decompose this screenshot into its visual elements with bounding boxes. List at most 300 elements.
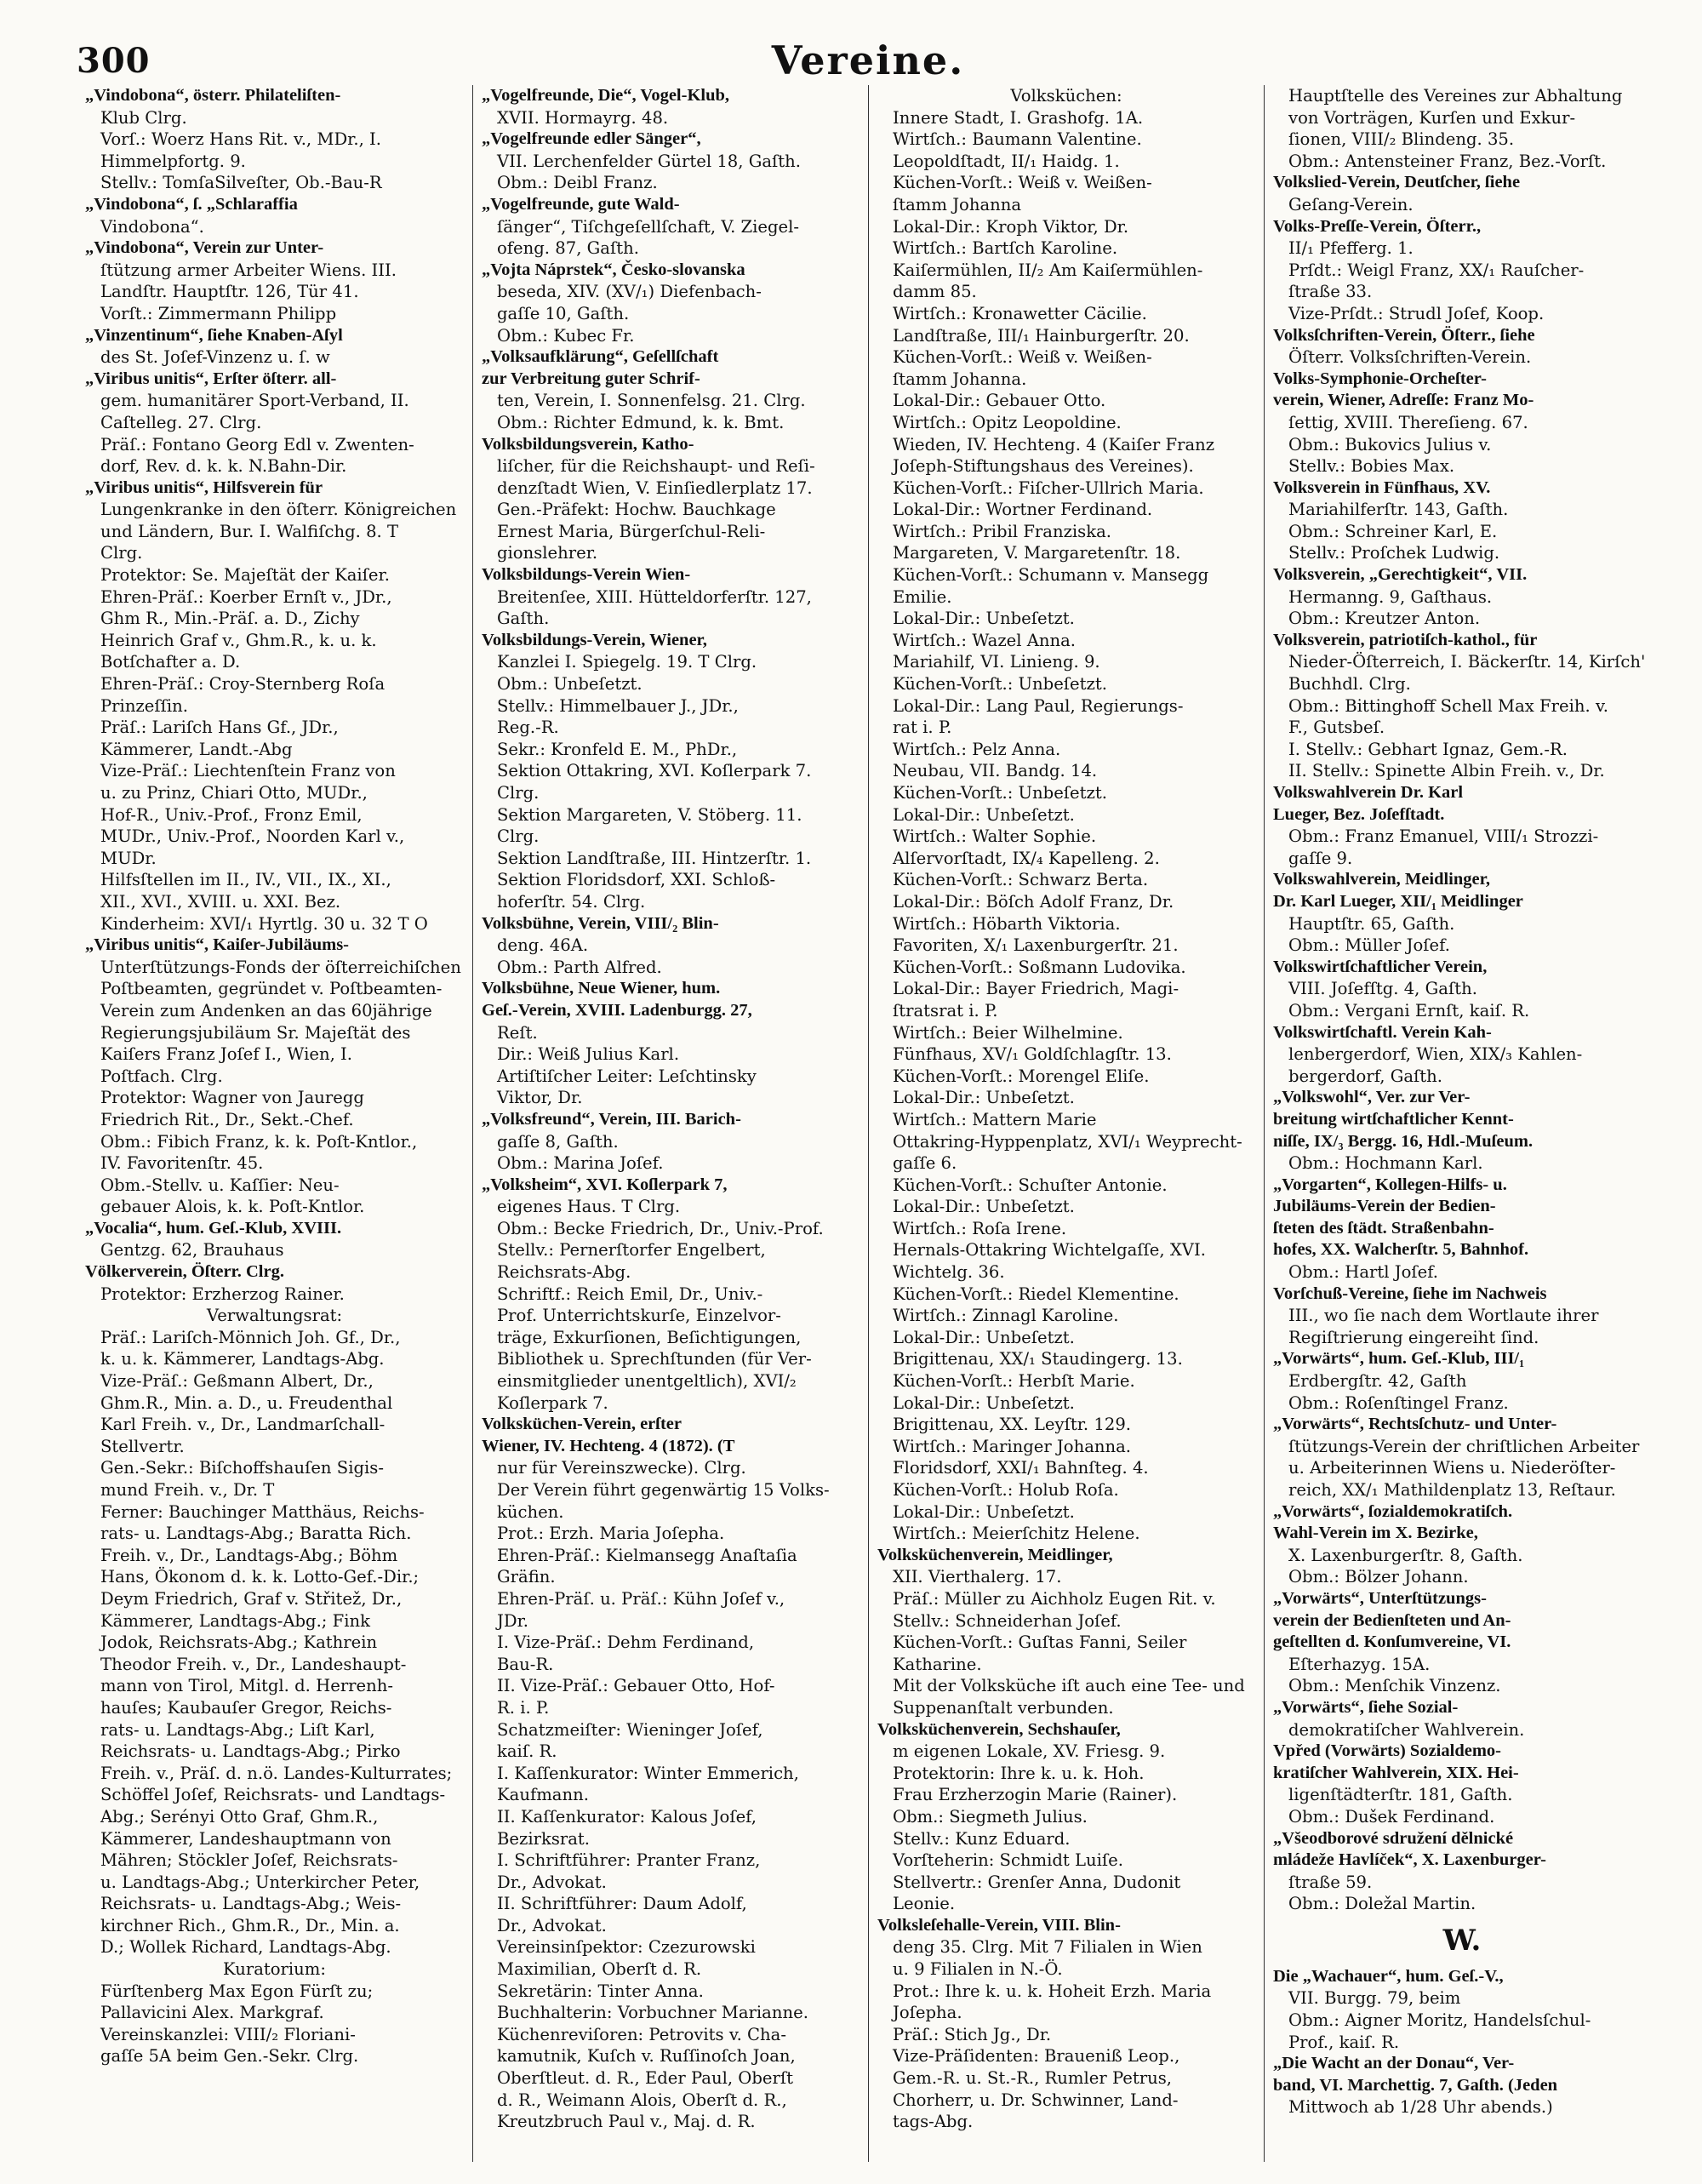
entry-line: Mariahilf, VI. Linieng. 9. xyxy=(893,652,1100,672)
entry-heading: Volksbildungs-Verein Wien- xyxy=(482,565,691,585)
entry-line: Wirtſch.: Pribil Franziska. xyxy=(893,521,1112,541)
entry-line: gaſſe 8, Gaſth. xyxy=(497,1131,619,1152)
entry-line: Landſtraße, III/₁ Hainburgerſtr. 20. xyxy=(893,325,1190,346)
entry-line: Lokal-Dir.: Böſch Adolf Franz, Dr. xyxy=(893,891,1174,912)
entry-line: Lokal-Dir.: Unbeſetzt. xyxy=(893,1501,1075,1522)
entry-line: k. u. k. Kämmerer, Landtags-Abg. xyxy=(100,1349,385,1369)
entry-line: gem. humanitärer Sport-Verband, II. xyxy=(100,391,409,411)
entry-line: VII. Lerchenfelder Gürtel 18, Gaſth. xyxy=(497,151,802,171)
entry-heading: geſtellten d. Konſumvereine, VI. xyxy=(1273,1632,1511,1652)
entry-line: Vize-Präſ.: Geßmann Albert, Dr., xyxy=(100,1371,374,1392)
entry-heading: Volkswirtſchaftl. Verein Kah- xyxy=(1273,1022,1492,1042)
entry-line: Kinderheim: XVI/₁ Hyrtlg. 30 u. 32 T O xyxy=(100,913,428,934)
entry-heading: Volksverein, patriotiſch-kathol., für xyxy=(1273,630,1538,649)
entry-line: Reichsrats- u. Landtags-Abg.; Pirko xyxy=(100,1741,401,1762)
entry-line: Obm.: Siegmeth Julius. xyxy=(893,1806,1088,1827)
entry-line: Obm.: Aigner Moritz, Handelsſchul- xyxy=(1288,2010,1591,2031)
entry-heading: Volksverein in Fünfhaus, XV. xyxy=(1273,477,1491,497)
entry-line: Wirtſch.: Beier Wilhelmine. xyxy=(893,1022,1123,1043)
entry-line: X. Laxenburgerſtr. 8, Gaſth. xyxy=(1288,1545,1523,1565)
entry-heading: Volksſchriften-Verein, Öſterr., ſiehe xyxy=(1273,325,1535,345)
entry-heading: zur Verbreitung guter Schrif- xyxy=(482,369,700,388)
entry-heading: niſſe, IX/₃ Bergg. 16, Hdl.-Muſeum. xyxy=(1273,1131,1534,1151)
entry-heading: „Volksfreund“, Verein, III. Barich- xyxy=(482,1109,741,1129)
entry-heading: verein, Wiener, Adreſſe: Franz Mo- xyxy=(1273,391,1534,410)
entry-line: lenbergerdorf, Wien, XIX/₃ Kahlen- xyxy=(1288,1044,1583,1065)
entry-line: Obm.: Antensteiner Franz, Bez.-Vorſt. xyxy=(1288,151,1607,171)
entry-line: Küchen-Vorſt.: Schwarz Berta. xyxy=(893,870,1149,890)
entry-line: Lokal-Dir.: Gebauer Otto. xyxy=(893,391,1106,411)
entry-line: gionslehrer. xyxy=(497,543,598,563)
entry-line: Wirtſch.: Walter Sophie. xyxy=(893,826,1097,847)
entry-line: I. Vize-Präſ.: Dehm Ferdinand, xyxy=(497,1632,755,1653)
entry-line: Ehren-Präſ.: Croy-Sternberg Roſa xyxy=(100,674,386,695)
entry-heading: „Vinzentinum“, ſiehe Knaben-Aſyl xyxy=(85,325,343,345)
entry-line: liſcher, für die Reichshaupt- und Reſi- xyxy=(497,456,815,477)
entry-line: Hans, Ökonom d. k. k. Lotto-Gef.-Dir.; xyxy=(100,1567,420,1587)
entry-line: Dr., Advokat. xyxy=(497,1915,607,1935)
entry-line: Obm.: Fibich Franz, k. k. Poſt-Kntlor., xyxy=(100,1131,418,1152)
entry-line: II. Stellv.: Spinette Albin Freih. v., Dr. xyxy=(1288,761,1605,781)
entry-line: Prot.: Erzh. Maria Joſepha. xyxy=(497,1524,725,1544)
entry-heading: breitung wirtſchaftlicher Kennt- xyxy=(1273,1109,1514,1129)
entry-heading: „Vogelfreunde, Die“, Vogel-Klub, xyxy=(482,86,730,105)
entry-line: Kreutzbruch Paul v., Maj. d. R. xyxy=(497,2112,756,2132)
entry-line: Floridsdorf, XXI/₁ Bahnſteg. 4. xyxy=(893,1458,1149,1478)
entry-line: Ghm R., Min.-Präſ. a. D., Zichy xyxy=(100,609,360,629)
entry-heading: „Vorwärts“, Rechtsſchutz- und Unter- xyxy=(1273,1415,1557,1434)
entry-line: Klub Clrg. xyxy=(100,107,187,128)
entry-line: Theodor Freih. v., Dr., Landeshaupt- xyxy=(100,1654,407,1674)
entry-line: Küchen-Vorſt.: Holub Roſa. xyxy=(893,1480,1119,1500)
entry-heading: „Vorwärts“, ſozialdemokratiſch. xyxy=(1273,1501,1513,1521)
entry-line: Wirtſch.: Wazel Anna. xyxy=(893,630,1077,650)
entry-heading: verein der Bedienſteten und An- xyxy=(1273,1610,1511,1630)
entry-heading: „Vorgarten“, Kollegen-Hilfs- u. xyxy=(1273,1175,1507,1194)
entry-line: Ehren-Präſ. u. Präſ.: Kühn Joſef v., xyxy=(497,1588,785,1609)
entry-heading: Vorſchuß-Vereine, ſiehe im Nachweis xyxy=(1273,1284,1547,1303)
entry-line: Clrg. xyxy=(497,826,540,847)
entry-line: Mit der Volksküche iſt auch eine Tee- und xyxy=(893,1676,1245,1696)
entry-line: Obm.: Unbeſetzt. xyxy=(497,674,643,695)
entry-line: Freih. v., Präſ. d. n.ö. Landes-Kulturrates; xyxy=(100,1763,453,1783)
entry-line: Ehren-Präſ.: Koerber Ernſt v., JDr., xyxy=(100,586,392,607)
entry-line: Küchen-Vorſt.: Riedel Klementine. xyxy=(893,1284,1179,1304)
entry-line: Bau-R. xyxy=(497,1654,554,1674)
entry-line: Küchenreviſoren: Petrovits v. Cha- xyxy=(497,2024,786,2044)
entry-line: reich, XX/₁ Mathildenplatz 13, Reſtaur. xyxy=(1288,1480,1616,1500)
entry-line: Küchen-Vorſt.: Schumann v. Mansegg xyxy=(893,565,1209,586)
entry-heading: Geſ.-Verein, XVIII. Ladenburgg. 27, xyxy=(482,1000,752,1020)
entry-line: Präſ.: Fontano Georg Edl v. Zwenten- xyxy=(100,434,414,455)
entry-line: Lokal-Dir.: Unbeſetzt. xyxy=(893,1197,1075,1217)
entry-line: hauſes; Kaubauſer Gregor, Reichs- xyxy=(100,1697,392,1718)
section-letter: W. xyxy=(1442,1923,1482,1958)
entry-line: Küchen-Vorſt.: Weiß v. Weißen- xyxy=(893,173,1152,193)
entry-line: VII. Burgg. 79, beim xyxy=(1288,1988,1461,2009)
entry-line: nur für Vereinszwecke). Clrg. xyxy=(497,1458,746,1478)
entry-line: Vize-Präſ.: Liechtenſtein Franz von xyxy=(100,761,396,781)
entry-line: Jodok, Reichsrats-Abg.; Kathrein xyxy=(100,1632,378,1653)
entry-line: Erdbergſtr. 42, Gaſth xyxy=(1288,1371,1467,1392)
entry-line: Sektion Floridsdorf, XXI. Schloß- xyxy=(497,870,776,890)
entry-line: Bezirksrat. xyxy=(497,1828,591,1849)
entry-line: Reſt. xyxy=(497,1022,538,1043)
entry-line: mann von Tirol, Mitgl. d. Herrenh- xyxy=(100,1676,394,1696)
entry-line: Wirtſch.: Kronawetter Cäcilie. xyxy=(893,303,1147,323)
entry-line: ſettig, XVIII. Thereſieng. 67. xyxy=(1288,412,1528,432)
entry-line: Lokal-Dir.: Unbeſetzt. xyxy=(893,1392,1075,1413)
entry-line: Prof., kaiſ. R. xyxy=(1288,2032,1400,2052)
entry-line: Ernest Maria, Bürgerſchul-Reli- xyxy=(497,521,766,541)
entry-heading: hofes, XX. Walcherſtr. 5, Bahnhof. xyxy=(1273,1240,1529,1260)
entry-line: Obm.: Kubec Fr. xyxy=(497,325,635,346)
entry-line: Prot.: Ihre k. u. k. Hoheit Erzh. Maria xyxy=(893,1981,1212,2001)
entry-line: Kanzlei I. Spiegelg. 19. T Clrg. xyxy=(497,652,757,672)
entry-line: Vorſteherin: Schmidt Luiſe. xyxy=(893,1850,1124,1871)
column-2 xyxy=(472,85,868,2162)
entry-line: XII. Vierthalerg. 17. xyxy=(893,1567,1062,1587)
entry-line: Katharine. xyxy=(893,1654,982,1674)
entry-line: Bibliothek u. Sprechſtunden (für Ver- xyxy=(497,1349,812,1369)
entry-line: Verein zum Andenken an das 60jährige xyxy=(100,1000,432,1021)
entry-line: Vorſ.: Woerz Hans Rit. v., MDr., I. xyxy=(100,129,382,150)
entry-heading: „Vindobona“, ſ. „Schlaraffia xyxy=(85,194,298,214)
entry-line: MUDr., Univ.-Prof., Noorden Karl v., xyxy=(100,826,405,847)
entry-line: Neubau, VII. Bandg. 14. xyxy=(893,761,1098,781)
entry-line: Küchen-Vorſt.: Unbeſetzt. xyxy=(893,783,1107,803)
entry-heading: Volkswahlverein Dr. Karl xyxy=(1273,783,1464,802)
entry-line: VIII. Joſefſtg. 4, Gaſth. xyxy=(1288,979,1477,999)
entry-line: Buchhdl. Clrg. xyxy=(1288,674,1411,695)
entry-line: JDr. xyxy=(497,1610,529,1631)
entry-heading: Volkswahlverein, Meidlinger, xyxy=(1273,870,1490,889)
entry-line: Gem.-R. u. St.-R., Rumler Petrus, xyxy=(893,2068,1172,2089)
entry-line: Kaiſermühlen, II/₂ Am Kaiſermühlen- xyxy=(893,260,1203,280)
entry-line: Wirtſch.: Bartſch Karoline. xyxy=(893,238,1118,259)
entry-line: Regierungsjubiläum Sr. Majeſtät des xyxy=(100,1022,411,1043)
entry-line: Alſervorſtadt, IX/₄ Kapelleng. 2. xyxy=(893,848,1160,868)
entry-line: Sektion Ottakring, XVI. Koſlerpark 7. xyxy=(497,761,812,781)
entry-heading: „Die Wacht an der Donau“, Ver- xyxy=(1273,2054,1515,2073)
entry-line: Protektor: Wagner von Jauregg xyxy=(100,1088,364,1108)
entry-line: Geſang-Verein. xyxy=(1288,194,1414,214)
entry-heading: Volkslied-Verein, Deutſcher, ſiehe xyxy=(1273,173,1521,192)
entry-line: IV. Favoritenſtr. 45. xyxy=(100,1153,264,1174)
entry-line: Wirtſch.: Meierſchitz Helene. xyxy=(893,1524,1140,1544)
entry-line: Lokal-Dir.: Wortner Ferdinand. xyxy=(893,500,1153,520)
entry-line: Buchhalterin: Vorbuchner Marianne. xyxy=(497,2003,808,2023)
entry-line: Obm.: Parth Alfred. xyxy=(497,957,662,977)
entry-line: Lokal-Dir.: Kroph Viktor, Dr. xyxy=(893,216,1129,237)
entry-line: I. Schriftführer: Pranter Franz, xyxy=(497,1850,761,1871)
entry-line: Stellvertr. xyxy=(100,1436,185,1456)
entry-heading: Volkswirtſchaftlicher Verein, xyxy=(1273,957,1488,976)
entry-line: Küchen-Vorſt.: Schuſter Antonie. xyxy=(893,1175,1168,1195)
entry-line: Schatzmeiſter: Wieninger Joſef, xyxy=(497,1719,763,1740)
entry-heading: mládeže Havlíček“, X. Laxenburger- xyxy=(1273,1850,1546,1870)
entry-line: dorf, Rev. d. k. k. N.Bahn-Dir. xyxy=(100,456,347,477)
entry-line: Breitenſee, XIII. Hütteldorferſtr. 127, xyxy=(497,586,812,607)
entry-line: Wieden, IV. Hechteng. 4 (Kaiſer Franz xyxy=(893,434,1215,455)
entry-line: Küchen-Vorſt.: Guſtas Fanni, Seiler xyxy=(893,1632,1187,1653)
entry-line: Obm.: Bukovics Julius v. xyxy=(1288,434,1492,455)
entry-heading: „Vorwärts“, hum. Geſ.-Klub, III/₁ xyxy=(1273,1349,1525,1369)
entry-line: Küchen-Vorſt.: Herbſt Marie. xyxy=(893,1371,1135,1392)
entry-line: Hauptſtelle des Vereines zur Abhaltung xyxy=(1288,86,1623,106)
entry-line: m eigenen Lokale, XV. Friesg. 9. xyxy=(893,1741,1166,1762)
entry-line: Protektor: Se. Majeſtät der Kaiſer. xyxy=(100,565,390,586)
entry-line: Präſ.: Stich Jg., Dr. xyxy=(893,2024,1052,2044)
entry-line: Obm.: Becke Friedrich, Dr., Univ.-Prof. xyxy=(497,1218,824,1238)
entry-line: des St. Joſef-Vinzenz u. ſ. w xyxy=(100,347,330,368)
entry-line: träge, Exkurſionen, Beſichtigungen, xyxy=(497,1327,802,1347)
entry-line: XVII. Hormayrg. 48. xyxy=(497,107,669,128)
entry-heading: Volksverein, „Gerechtigkeit“, VII. xyxy=(1273,565,1528,585)
entry-line: Obm.: Doležal Martin. xyxy=(1288,1894,1476,1914)
entry-line: Leopoldſtadt, II/₁ Haidg. 1. xyxy=(893,151,1120,171)
entry-line: Obm.: Roſenſtingel Franz. xyxy=(1288,1392,1509,1413)
entry-line: Ottakring-Hyppenplatz, XVI/₁ Weyprecht- xyxy=(893,1131,1242,1152)
entry-line: III., wo ſie nach dem Wortlaute ihrer xyxy=(1288,1306,1599,1326)
entry-line: Wirtſch.: Roſa Irene. xyxy=(893,1218,1067,1238)
entry-line: Reichsrats-Abg. xyxy=(497,1262,631,1283)
entry-heading: „Vocalia“, hum. Geſ.-Klub, XVIII. xyxy=(85,1218,342,1238)
entry-line: Abg.; Serényi Otto Graf, Ghm.R., xyxy=(100,1806,379,1827)
entry-line: Favoriten, X/₁ Laxenburgerſtr. 21. xyxy=(893,935,1179,956)
entry-heading: Lueger, Bez. Joſefſtadt. xyxy=(1273,804,1445,824)
entry-line: rats- u. Landtags-Abg.; Baratta Rich. xyxy=(100,1524,412,1544)
column-4 xyxy=(1264,85,1659,2162)
entry-line: Hilfsſtellen im II., IV., VII., IX., XI., xyxy=(100,870,391,890)
entry-line: Wirtſch.: Maringer Johanna. xyxy=(893,1436,1132,1456)
entry-heading: Volksbühne, Verein, VIII/₂ Blin- xyxy=(482,913,719,933)
entry-line: Kämmerer, Landt.-Abg xyxy=(100,739,293,759)
entry-line: Brigittenau, XX/₁ Staudingerg. 13. xyxy=(893,1349,1183,1369)
entry-line: kirchner Rich., Ghm.R., Dr., Min. a. xyxy=(100,1915,400,1935)
entry-line: Gräfin. xyxy=(497,1567,556,1587)
entry-line: Kuratorium: xyxy=(223,1959,326,1980)
page-number: 300 xyxy=(77,41,151,81)
entry-line: Freih. v., Dr., Landtags-Abg.; Böhm xyxy=(100,1545,398,1565)
entry-line: Pallavicini Alex. Markgraf. xyxy=(100,2003,324,2023)
entry-line: Mariahilferſtr. 143, Gaſth. xyxy=(1288,500,1509,520)
entry-line: Heinrich Graf v., Ghm.R., k. u. k. xyxy=(100,630,377,650)
entry-line: von Vorträgen, Kurſen und Exkur- xyxy=(1288,107,1576,128)
entry-line: Schöffel Joſef, Reichsrats- und Landtags- xyxy=(100,1785,446,1805)
entry-line: Maximilian, Oberſt d. R. xyxy=(497,1959,702,1980)
entry-heading: „Viribus unitis“, Erſter öſterr. all- xyxy=(85,369,337,388)
entry-line: Margareten, V. Margaretenſtr. 18. xyxy=(893,543,1181,563)
entry-line: Emilie. xyxy=(893,586,952,607)
entry-heading: „Vojta Náprstek“, Česko-slovanska xyxy=(482,260,745,279)
entry-line: Schriftf.: Reich Emil, Dr., Univ.- xyxy=(497,1284,763,1304)
entry-line: beseda, XIV. (XV/₁) Diefenbach- xyxy=(497,282,762,302)
entry-line: deng 35. Clrg. Mit 7 Filialen in Wien xyxy=(893,1937,1202,1958)
entry-heading: Volks-Preſſe-Verein, Öſterr., xyxy=(1273,216,1482,236)
entry-line: Vize-Präſidenten: Braueniß Leop., xyxy=(893,2046,1180,2067)
entry-heading: Die „Wachauer“, hum. Geſ.-V., xyxy=(1273,1966,1504,1986)
entry-line: ſtratsrat i. P. xyxy=(893,1000,998,1021)
entry-line: Wirtſch.: Zinnagl Karoline. xyxy=(893,1306,1119,1326)
entry-line: küchen. xyxy=(497,1501,564,1522)
entry-heading: Volksleſehalle-Verein, VIII. Blin- xyxy=(877,1915,1121,1935)
entry-line: Gen.-Präfekt: Hochw. Bauchkage xyxy=(497,500,776,520)
entry-line: Obm.: Richter Edmund, k. k. Bmt. xyxy=(497,412,785,432)
entry-heading: Wiener, IV. Hechteng. 4 (1872). (T xyxy=(482,1436,735,1455)
entry-line: Obm.: Marina Joſef. xyxy=(497,1153,664,1174)
directory-columns xyxy=(77,85,1659,2162)
entry-line: Küchen-Vorſt.: Soßmann Ludovika. xyxy=(893,957,1186,977)
entry-line: Gentzg. 62, Brauhaus xyxy=(100,1240,284,1261)
entry-line: hoferſtr. 54. Clrg. xyxy=(497,891,646,912)
entry-line: rat i. P. xyxy=(893,718,952,738)
entry-line: Hermanng. 9, Gaſthaus. xyxy=(1288,586,1493,607)
entry-line: ſtraße 33. xyxy=(1288,282,1373,302)
entry-line: u. Landtags-Abg.; Unterkircher Peter, xyxy=(100,1872,420,1892)
entry-line: Obm.: Kreutzer Anton. xyxy=(1288,609,1481,629)
entry-heading: „Vorwärts“, ſiehe Sozial- xyxy=(1273,1697,1459,1717)
entry-line: Obm.: Bölzer Johann. xyxy=(1288,1567,1469,1587)
entry-line: Obm.-Stellv. u. Kaſſier: Neu- xyxy=(100,1175,340,1195)
entry-heading: Völkerverein, Öſterr. Clrg. xyxy=(85,1262,284,1282)
entry-line: ofeng. 87, Gaſth. xyxy=(497,238,639,259)
entry-heading: „Vogelfreunde, gute Wald- xyxy=(482,194,680,214)
entry-line: R. i. P. xyxy=(497,1697,550,1718)
entry-heading: „Vogelfreunde edler Sänger“, xyxy=(482,129,701,149)
entry-line: Stellvertr.: Grenſer Anna, Dudonit xyxy=(893,1872,1181,1892)
entry-line: Caſtelleg. 27. Clrg. xyxy=(100,412,262,432)
entry-heading: Volksküchen-Verein, erſter xyxy=(482,1415,682,1434)
entry-line: ſtraße 59. xyxy=(1288,1872,1373,1892)
entry-line: Obm.: Müller Joſef. xyxy=(1288,935,1450,956)
entry-line: Stellv.: Himmelbauer J., JDr., xyxy=(497,695,739,716)
page-title: Vereine. xyxy=(771,37,965,83)
column-1 xyxy=(77,85,472,2162)
entry-line: Küchen-Vorſt.: Fiſcher-Ullrich Maria. xyxy=(893,477,1204,498)
entry-line: Wirtſch.: Opitz Leopoldine. xyxy=(893,412,1122,432)
entry-heading: Volks-Symphonie-Orcheſter- xyxy=(1273,369,1487,388)
entry-line: ſänger“, Tiſchgeſellſchaft, V. Ziegel- xyxy=(497,216,800,237)
entry-line: Obm.: Vergani Ernſt, kaiſ. R. xyxy=(1288,1000,1530,1021)
entry-line: Oberſtleut. d. R., Eder Paul, Oberſt xyxy=(497,2068,793,2089)
entry-line: II. Vize-Präſ.: Gebauer Otto, Hof- xyxy=(497,1676,775,1696)
entry-line: Himmelpfortg. 9. xyxy=(100,151,246,171)
entry-line: Reg.-R. xyxy=(497,718,559,738)
entry-heading: „Volksaufklärung“, Geſellſchaft xyxy=(482,347,719,367)
entry-line: Stellv.: Kunz Eduard. xyxy=(893,1828,1071,1849)
entry-line: Botſchafter a. D. xyxy=(100,652,241,672)
entry-line: Gen.-Sekr.: Biſchoffshauſen Sigis- xyxy=(100,1458,384,1478)
entry-line: Sekr.: Kronfeld E. M., PhDr., xyxy=(497,739,738,759)
entry-line: Viktor, Dr. xyxy=(497,1088,583,1108)
entry-line: deng. 46A. xyxy=(497,935,589,956)
entry-line: Prſdt.: Weigl Franz, XX/₁ Rauſcher- xyxy=(1288,260,1585,280)
entry-heading: Wahl-Verein im X. Bezirke, xyxy=(1273,1524,1478,1543)
entry-line: Präſ.: Müller zu Aichholz Eugen Rit. v. xyxy=(893,1588,1216,1609)
entry-line: rats- u. Landtags-Abg.; Liſt Karl, xyxy=(100,1719,375,1740)
entry-line: ſtamm Johanna xyxy=(893,194,1022,214)
entry-heading: „Vorwärts“, Unterſtützungs- xyxy=(1273,1588,1487,1608)
entry-line: Clrg. xyxy=(497,783,540,803)
entry-heading: Vpřed (Vorwärts) Sozialdemo- xyxy=(1273,1741,1501,1761)
entry-heading: ſteten des ſtädt. Straßenbahn- xyxy=(1273,1218,1494,1238)
entry-line: Lokal-Dir.: Unbeſetzt. xyxy=(893,1088,1075,1108)
entry-line: kamutnik, Kuſch v. Ruſſinoſch Joan, xyxy=(497,2046,796,2067)
entry-line: u. zu Prinz, Chiari Otto, MUDr., xyxy=(100,783,368,803)
entry-line: Kaiſers Franz Joſef I., Wien, I. xyxy=(100,1044,353,1065)
entry-line: Stellv.: Schneiderhan Joſef. xyxy=(893,1610,1122,1631)
entry-line: F., Gutsbeſ. xyxy=(1288,718,1385,738)
entry-line: Vize-Prſdt.: Strudl Joſef, Koop. xyxy=(1288,303,1545,323)
entry-line: mund Freih. v., Dr. T xyxy=(100,1480,275,1500)
entry-line: Leonie. xyxy=(893,1894,956,1914)
entry-heading: „Vindobona“, Verein zur Unter- xyxy=(85,238,324,258)
entry-line: Deym Friedrich, Graf v. Střitež, Dr., xyxy=(100,1588,403,1609)
entry-line: Wirtſch.: Baumann Valentine. xyxy=(893,129,1142,150)
entry-line: I. Kaſſenkurator: Winter Emmerich, xyxy=(497,1763,799,1783)
entry-line: ſtützungs-Verein der chriſtlichen Arbeiter xyxy=(1288,1436,1640,1456)
entry-line: Wirtſch.: Pelz Anna. xyxy=(893,739,1061,759)
entry-line: eigenes Haus. T Clrg. xyxy=(497,1197,681,1217)
entry-line: Stellv.: Proſchek Ludwig. xyxy=(1288,543,1500,563)
entry-line: ligenſtädterſtr. 181, Gaſth. xyxy=(1288,1785,1513,1805)
entry-line: Karl Freih. v., Dr., Landmarſchall- xyxy=(100,1415,386,1435)
entry-line: Fürſtenberg Max Egon Fürſt zu; xyxy=(100,1981,374,2001)
entry-line: u. Arbeiterinnen Wiens u. Niederöſter- xyxy=(1288,1458,1616,1478)
entry-line: Lokal-Dir.: Unbeſetzt. xyxy=(893,1327,1075,1347)
entry-line: Ehren-Präſ.: Kielmansegg Anaſtaſia xyxy=(497,1545,797,1565)
entry-line: einsmitglieder unentgeltlich), XVI/₂ xyxy=(497,1371,797,1392)
entry-line: kaiſ. R. xyxy=(497,1741,557,1762)
entry-line: Vereinsinſpektor: Czezurowski xyxy=(497,1937,756,1958)
entry-line: Lokal-Dir.: Lang Paul, Regierungs- xyxy=(893,695,1184,716)
entry-line: Hernals-Ottakring Wichtelgaſſe, XVI. xyxy=(893,1240,1206,1261)
entry-line: Obm.: Menſchik Vinzenz. xyxy=(1288,1676,1501,1696)
column-3 xyxy=(868,85,1264,2162)
entry-line: Lokal-Dir.: Unbeſetzt. xyxy=(893,609,1075,629)
entry-line: Kämmerer, Landeshauptmann von xyxy=(100,1828,391,1849)
entry-line: Kämmerer, Landtags-Abg.; Fink xyxy=(100,1610,370,1631)
entry-line: Regiſtrierung eingereiht ſind. xyxy=(1288,1327,1539,1347)
entry-line: Vindobona“. xyxy=(100,216,204,237)
entry-line: Obm.: Schreiner Karl, E. xyxy=(1288,521,1498,541)
entry-line: Wirtſch.: Mattern Marie xyxy=(893,1109,1097,1129)
entry-heading: „Všeodborové sdružení dělnické xyxy=(1273,1828,1514,1848)
entry-line: Stellv.: Bobies Max. xyxy=(1288,456,1455,477)
entry-line: Verwaltungsrat: xyxy=(206,1306,343,1326)
entry-line: u. 9 Filialen in N.-Ö. xyxy=(893,1959,1063,1980)
entry-heading: „Volkswohl“, Ver. zur Ver- xyxy=(1273,1088,1471,1107)
entry-line: Unterſtützungs-Fonds der öſterreichiſchen xyxy=(100,957,461,977)
entry-line: Obm.: Franz Emanuel, VIII/₁ Strozzi- xyxy=(1288,826,1599,847)
entry-line: Nieder-Öſterreich, I. Bäckerſtr. 14, Kirſch' xyxy=(1288,652,1646,672)
entry-line: Hauptſtr. 65, Gaſth. xyxy=(1288,913,1455,934)
entry-line: Protektor: Erzherzog Rainer. xyxy=(100,1284,345,1304)
entry-line: Suppenanſtalt verbunden. xyxy=(893,1697,1114,1718)
entry-line: Der Verein führt gegenwärtig 15 Volks- xyxy=(497,1480,830,1500)
entry-line: Mähren; Stöckler Joſef, Reichsrats- xyxy=(100,1850,398,1871)
entry-line: Dr., Advokat. xyxy=(497,1872,607,1892)
entry-heading: Jubiläums-Verein der Bedien- xyxy=(1273,1197,1496,1216)
entry-heading: „Viribus unitis“, Kaiſer-Jubiläums- xyxy=(85,935,350,955)
entry-line: I. Stellv.: Gebhart Ignaz, Gem.-R. xyxy=(1288,739,1568,759)
entry-line: Landſtr. Hauptſtr. 126, Tür 41. xyxy=(100,282,359,302)
entry-line: bergerdorf, Gaſth. xyxy=(1288,1066,1443,1086)
entry-heading: Dr. Karl Lueger, XII/₁ Meidlinger xyxy=(1273,891,1523,911)
entry-line: Lokal-Dir.: Unbeſetzt. xyxy=(893,804,1075,825)
entry-heading: Volksbildungs-Verein, Wiener, xyxy=(482,630,707,649)
